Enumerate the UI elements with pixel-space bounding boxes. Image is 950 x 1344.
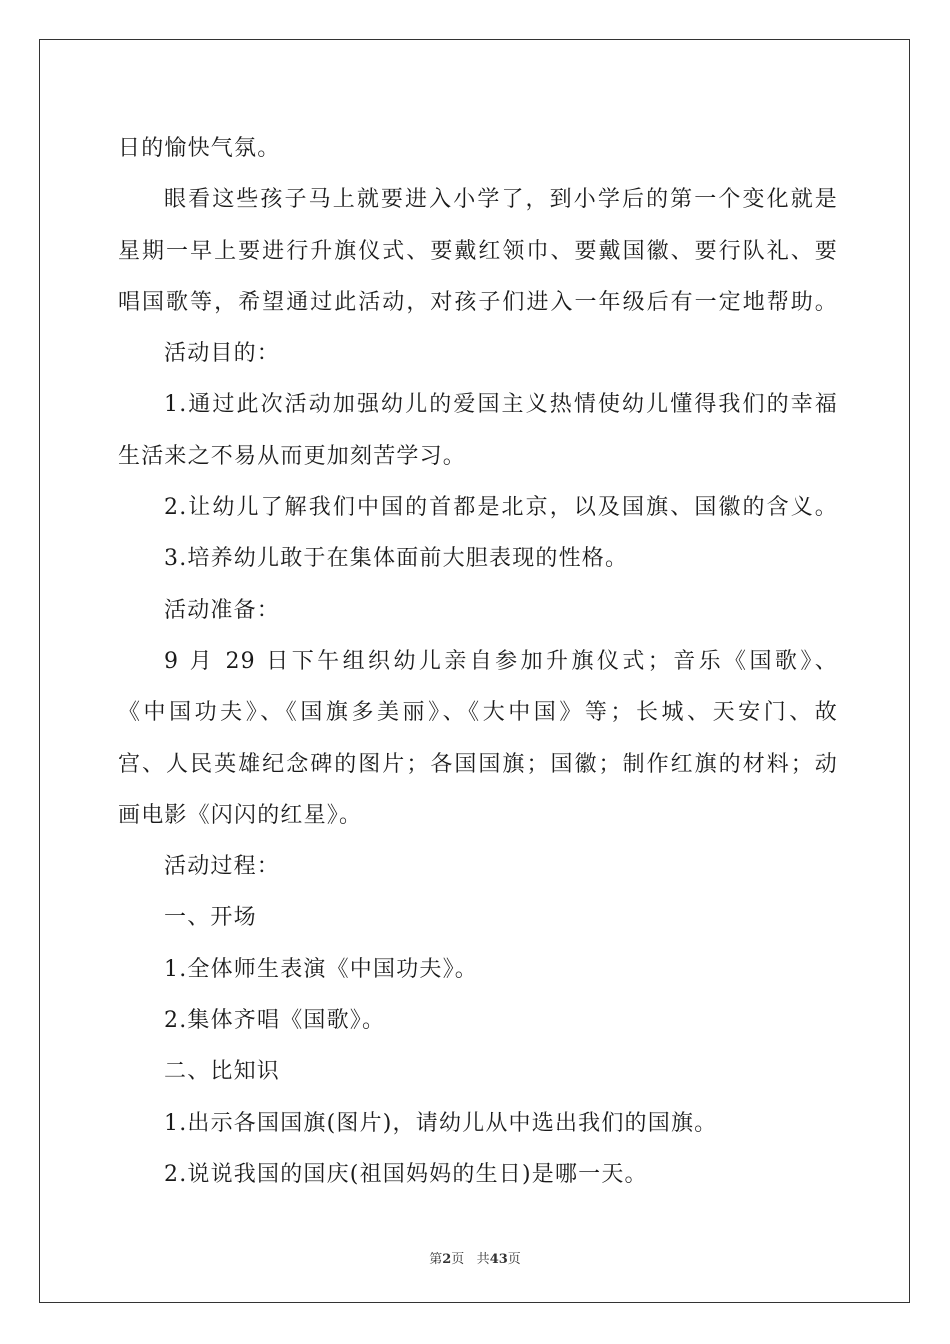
text-line: 2.集体齐唱《国歌》。 <box>164 1008 386 1034</box>
section-heading: 活动准备： <box>164 597 281 623</box>
total-suffix: 页 <box>507 1252 521 1267</box>
text-line: 1.全体师生表演《中国功夫》。 <box>164 956 478 982</box>
text-line: 1.出示各国国旗(图片)，请幼儿从中选出我们的国旗。 <box>164 1110 718 1136</box>
subsection-heading: 一、开场 <box>164 905 257 931</box>
text-line: 日的愉快气氛。 <box>118 136 281 161</box>
section-heading: 活动目的： <box>164 341 281 367</box>
page-footer <box>0 1248 950 1267</box>
page-number: 2 <box>442 1252 452 1267</box>
text-line: 星期一早上要进行升旗仪式、要戴红领巾、要戴国徽、要行队礼、要 <box>118 238 838 264</box>
section-heading: 活动过程： <box>164 854 281 880</box>
text-line: 2.让幼儿了解我们中国的首都是北京，以及国旗、国徽的含义。 <box>164 495 838 521</box>
page-suffix: 页 <box>451 1252 465 1267</box>
text-line: 1.通过此次活动加强幼儿的爱国主义热情使幼儿懂得我们的幸福 <box>164 392 838 418</box>
subsection-heading: 二、比知识 <box>164 1059 281 1085</box>
page-prefix: 第 <box>429 1252 443 1267</box>
document-body <box>118 123 838 1200</box>
total-prefix: 共 <box>476 1252 490 1267</box>
text-line: 唱国歌等，希望通过此活动，对孩子们进入一年级后有一定地帮助。 <box>118 289 838 315</box>
text-line: 生活来之不易从而更加刻苦学习。 <box>118 443 467 469</box>
text-line: 2.说说我国的国庆(祖国妈妈的生日)是哪一天。 <box>164 1161 648 1187</box>
total-pages: 43 <box>489 1252 508 1267</box>
text-line: 《中国功夫》、《国旗多美丽》、《大中国》等；长城、天安门、故 <box>118 700 838 726</box>
text-line: 画电影《闪闪的红星》。 <box>118 802 363 828</box>
text-line: 宫、人民英雄纪念碑的图片；各国国旗；国徽；制作红旗的材料；动 <box>118 751 838 777</box>
text-line: 9 月 29 日下午组织幼儿亲自参加升旗仪式；音乐《国歌》、 <box>164 648 838 674</box>
text-line: 3.培养幼儿敢于在集体面前大胆表现的性格。 <box>164 546 629 572</box>
text-line: 眼看这些孩子马上就要进入小学了，到小学后的第一个变化就是 <box>164 187 838 213</box>
